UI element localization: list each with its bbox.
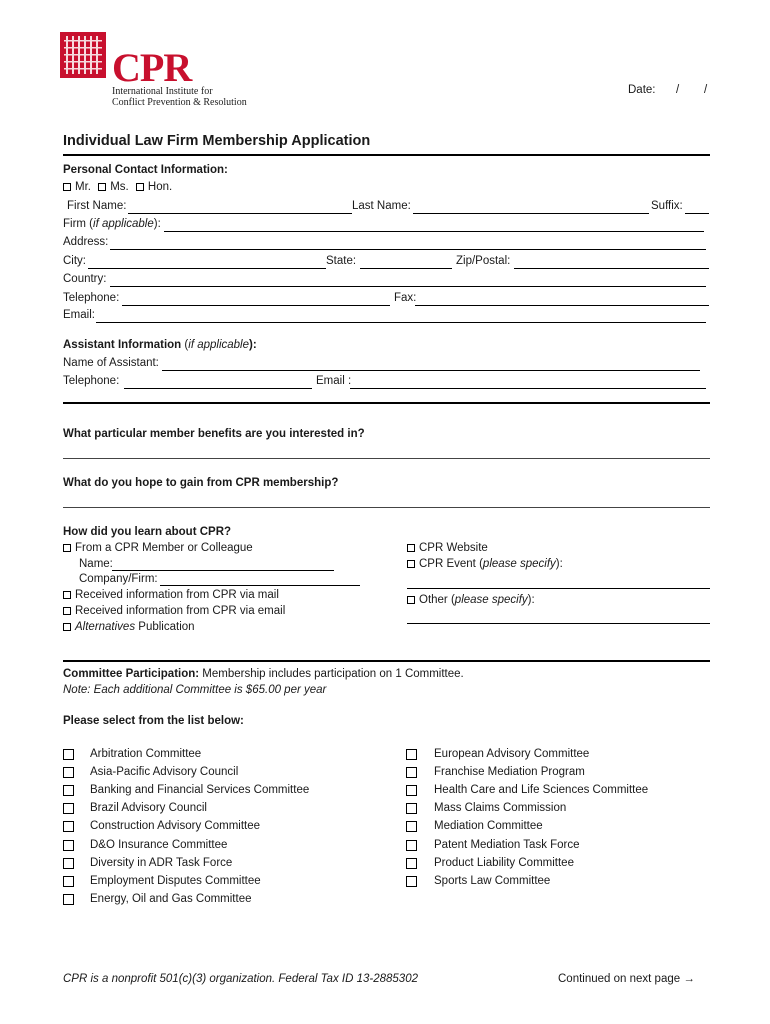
- learn-other: [407, 594, 535, 606]
- learn-event-label: CPR Event (: [419, 558, 483, 570]
- learn-other-field[interactable]: [407, 623, 710, 624]
- learn-name-field[interactable]: [112, 570, 334, 571]
- first-name-field[interactable]: [128, 213, 352, 214]
- assistant-heading-close: ):: [249, 339, 257, 351]
- firm-label-italic: if applicable: [93, 218, 154, 230]
- committee-left-checkbox-4[interactable]: [63, 821, 74, 832]
- tax-statement: CPR is a nonprofit 501(c)(3) organization. Federal Tax ID 13-2885302: [63, 973, 418, 985]
- committee-left-label-0: Arbitration Committee: [90, 748, 202, 760]
- learn-website: [407, 542, 488, 554]
- country-field[interactable]: [110, 286, 706, 287]
- committee-right-checkbox-3[interactable]: [406, 803, 417, 814]
- learn-event: [407, 558, 563, 570]
- continued-label: Continued on next page: [558, 973, 681, 985]
- committee-right-checkbox-1[interactable]: [406, 767, 417, 778]
- title-rule: [63, 154, 710, 156]
- learn-member-label: From a CPR Member or Colleague: [75, 542, 253, 554]
- date-label: Date:: [628, 84, 656, 96]
- assistant-heading-italic: if applicable: [188, 339, 249, 351]
- assistant-name-label: Name of Assistant:: [63, 357, 159, 369]
- telephone-label: Telephone:: [63, 292, 120, 304]
- committee-left-label-2: Banking and Financial Services Committee: [90, 784, 310, 797]
- learn-event-end: ):: [555, 558, 563, 570]
- committee-left-label-6: Diversity in ADR Task Force: [90, 856, 233, 869]
- learn-alternatives: [63, 621, 195, 633]
- committee-left-checkbox-5[interactable]: [63, 840, 74, 851]
- first-name-label: First Name:: [67, 200, 127, 212]
- page-title: Individual Law Firm Membership Application: [63, 133, 371, 149]
- committee-note: Note: Each additional Committee is $65.00 per year: [63, 684, 327, 696]
- committee-right-label-4: Mediation Committee: [434, 820, 543, 833]
- date-sep-2: /: [704, 84, 708, 96]
- committee-right-checkbox-6[interactable]: [406, 858, 417, 869]
- learn-event-italic: please specify: [482, 558, 556, 570]
- section-rule-2: [63, 660, 710, 662]
- date-sep-1: /: [676, 84, 680, 96]
- city-field[interactable]: [88, 268, 326, 269]
- checkbox-mr[interactable]: [63, 183, 71, 191]
- committee-right-label-7: Sports Law Committee: [434, 874, 551, 887]
- committee-left-checkbox-6[interactable]: [63, 858, 74, 869]
- checkbox-hon[interactable]: [136, 183, 144, 191]
- learn-mail: [63, 589, 279, 601]
- committee-right-label-3: Mass Claims Commission: [434, 802, 567, 815]
- committee-right-label-2: Health Care and Life Sciences Committee: [434, 784, 649, 797]
- committee-left-checkbox-8[interactable]: [63, 894, 74, 905]
- checkbox-alternatives[interactable]: [63, 623, 71, 631]
- assistant-email-field[interactable]: [350, 388, 706, 389]
- telephone-field[interactable]: [122, 305, 390, 306]
- committee-left-checkbox-3[interactable]: [63, 803, 74, 814]
- salutation-hon-label: Hon.: [147, 181, 173, 193]
- learn-other-label: Other (: [419, 594, 455, 606]
- salutation-ms-label: Ms.: [110, 181, 129, 193]
- last-name-field[interactable]: [413, 213, 649, 214]
- committee-right-checkbox-0[interactable]: [406, 749, 417, 760]
- assistant-telephone-field[interactable]: [124, 388, 312, 389]
- learn-member: [63, 542, 253, 554]
- address-label: Address:: [63, 236, 109, 248]
- gain-answer-line[interactable]: [63, 507, 710, 508]
- learn-alt-rest: Publication: [135, 621, 195, 633]
- firm-label: [63, 218, 161, 230]
- committee-left-checkbox-2[interactable]: [63, 785, 74, 796]
- assistant-telephone-label: Telephone:: [63, 375, 120, 387]
- learn-event-field[interactable]: [407, 588, 710, 589]
- committee-heading-rest: Membership includes participation on 1 Committee.: [199, 668, 464, 680]
- logo-wordmark: CPR: [112, 45, 192, 90]
- committee-left-label-1: Asia-Pacific Advisory Council: [90, 766, 239, 779]
- benefits-answer-line[interactable]: [63, 458, 710, 459]
- committee-right-checkbox-5[interactable]: [406, 840, 417, 851]
- assistant-name-field[interactable]: [162, 370, 700, 371]
- checkbox-email[interactable]: [63, 607, 71, 615]
- personal-heading: Personal Contact Information:: [63, 164, 228, 176]
- benefits-question: What particular member benefits are you interested in?: [63, 428, 365, 440]
- learn-alt-italic: Alternatives: [75, 621, 136, 633]
- learn-other-italic: please specify: [454, 594, 528, 606]
- committee-right-checkbox-4[interactable]: [406, 821, 417, 832]
- committee-right-label-0: European Advisory Committee: [434, 748, 590, 760]
- zip-label: Zip/Postal:: [456, 255, 511, 267]
- learn-heading: How did you learn about CPR?: [63, 526, 232, 538]
- committee-left-label-3: Brazil Advisory Council: [90, 802, 207, 815]
- email-field[interactable]: [96, 322, 706, 323]
- logo-subtitle: [112, 86, 247, 108]
- section-rule-1: [63, 402, 710, 404]
- committee-right-checkbox-2[interactable]: [406, 785, 417, 796]
- checkbox-other[interactable]: [407, 596, 415, 604]
- learn-company-field[interactable]: [160, 585, 360, 586]
- city-label: City:: [63, 255, 86, 267]
- logo-subtitle-line2: Conflict Prevention & Resolution: [112, 97, 247, 108]
- state-label: State:: [326, 255, 357, 267]
- gain-question: What do you hope to gain from CPR membership?: [63, 477, 339, 489]
- assistant-heading-open: (: [184, 339, 189, 351]
- committee-right-label-1: Franchise Mediation Program: [434, 766, 585, 779]
- learn-name-label: Name:: [79, 558, 113, 570]
- logo-subtitle-line1: International Institute for: [112, 86, 213, 97]
- committee-heading: [63, 668, 464, 680]
- state-field[interactable]: [360, 268, 452, 269]
- assistant-heading: [63, 339, 257, 351]
- continued-note: [558, 973, 695, 985]
- committee-left-label-5: D&O Insurance Committee: [90, 838, 228, 851]
- cpr-logo-mark: [60, 32, 106, 78]
- arrow-right-icon: →: [683, 973, 695, 985]
- learn-company-label: Company/Firm:: [79, 573, 158, 585]
- suffix-label: Suffix:: [651, 200, 683, 212]
- learn-other-end: ):: [527, 594, 535, 606]
- country-label: Country:: [63, 273, 107, 285]
- committee-left-label-7: Employment Disputes Committee: [90, 874, 261, 887]
- zip-field[interactable]: [514, 268, 709, 269]
- checkbox-event[interactable]: [407, 560, 415, 568]
- fax-field[interactable]: [415, 305, 709, 306]
- suffix-field[interactable]: [685, 213, 709, 214]
- learn-email: [63, 605, 285, 617]
- committee-heading-bold: Committee Participation:: [63, 668, 200, 680]
- fax-label: Fax:: [394, 292, 417, 304]
- last-name-label: Last Name:: [352, 200, 411, 212]
- committee-right-label-5: Patent Mediation Task Force: [434, 838, 580, 851]
- committee-left-checkbox-1[interactable]: [63, 767, 74, 778]
- checkbox-website[interactable]: [407, 544, 415, 552]
- salutation-mr-label: Mr.: [75, 181, 91, 193]
- committee-select-label: Please select from the list below:: [63, 715, 244, 727]
- committee-right-checkbox-7[interactable]: [406, 876, 417, 887]
- checkbox-mail[interactable]: [63, 591, 71, 599]
- firm-field[interactable]: [164, 231, 704, 232]
- committee-left-checkbox-0[interactable]: [63, 749, 74, 760]
- firm-label-text: Firm (: [63, 218, 94, 230]
- assistant-email-label: Email :: [316, 375, 352, 387]
- firm-label-end: ):: [153, 218, 161, 230]
- checkbox-member[interactable]: [63, 544, 71, 552]
- committee-right-label-6: Product Liability Committee: [434, 856, 574, 869]
- checkbox-ms[interactable]: [98, 183, 106, 191]
- committee-left-label-4: Construction Advisory Committee: [90, 820, 261, 833]
- learn-mail-label: Received information from CPR via mail: [75, 589, 279, 601]
- assistant-heading-text: Assistant Information: [63, 339, 182, 351]
- committee-left-label-8: Energy, Oil and Gas Committee: [90, 892, 252, 905]
- learn-website-label: CPR Website: [419, 542, 488, 554]
- committee-left-checkbox-7[interactable]: [63, 876, 74, 887]
- email-label: Email:: [63, 309, 95, 321]
- salutation-row: [63, 181, 172, 193]
- learn-email-label: Received information from CPR via email: [75, 605, 286, 617]
- address-field[interactable]: [110, 249, 706, 250]
